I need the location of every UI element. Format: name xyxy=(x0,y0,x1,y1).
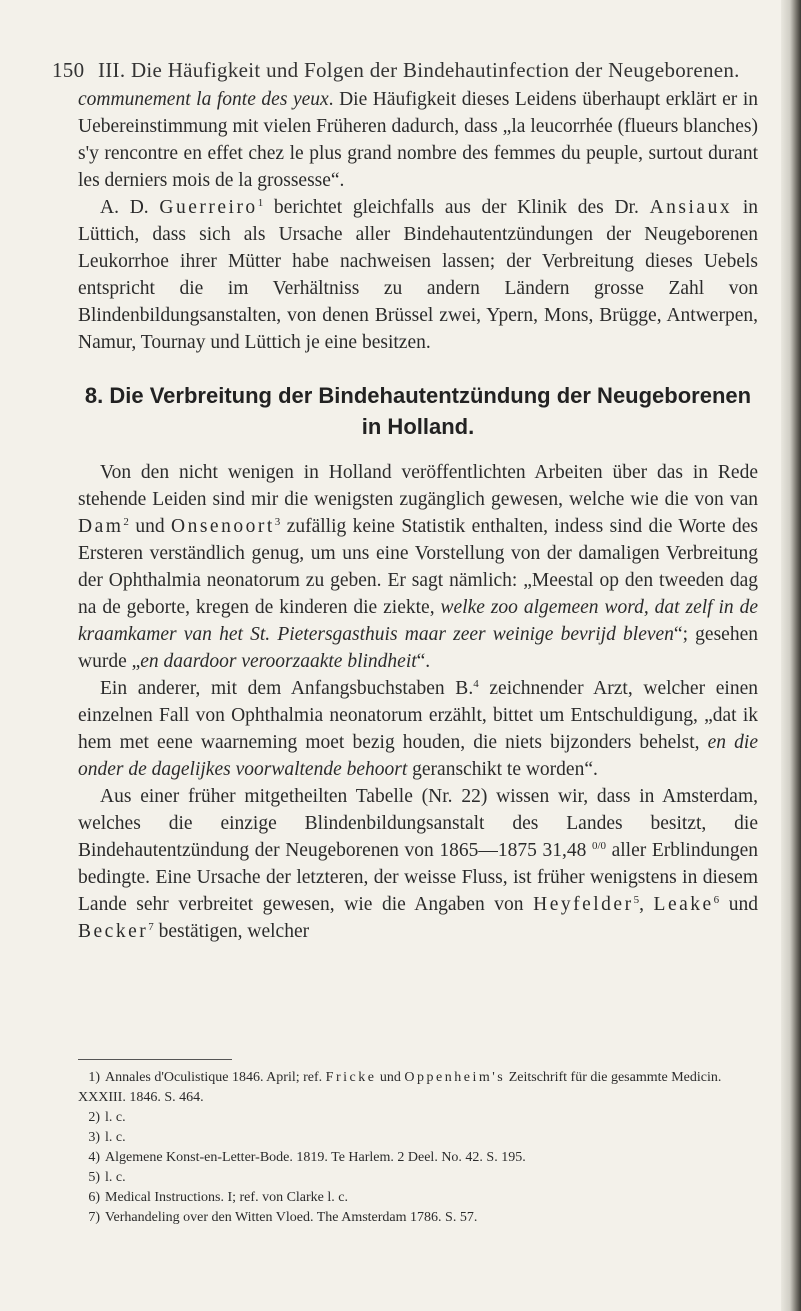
footnote-text: l. c. xyxy=(105,1170,126,1185)
author-guerreiro: Guerreiro xyxy=(159,197,258,218)
footnote-ref-6: 6 xyxy=(713,894,720,906)
footnote-7 xyxy=(78,1208,758,1228)
paragraph-2-text-c: in Lüttich, dass sich als Ursache aller Bindehautentzündungen der Neugeborenen Leukorrhoe ihrer Mütter habe nachweisen lassen; der Verbreitung dieses Uebels entspricht die im Verhältniss zu andern Ländern grosse Zahl von Blindenbildungsanstalten, von denen Brüssel zwei, Ypern, Mons, Brügge, Antwerpen, Namur, Tournay und Lüttich je eine besitzen. xyxy=(78,197,758,353)
paragraph-3-text-c: zufällig keine Statistik enthalten, indess sind die Worte des Ersteren verständlich genug, um uns eine Vorstellung von der damaligen Verbreitung der Ophthalmia neonatorum zu geben. Er sagt nämlich: „Meestal op den tweeden dag na de geborte, kregen de kinderen die ziekte, xyxy=(78,516,759,618)
footnote-1 xyxy=(78,1068,758,1108)
paragraph-5-text-b: aller Erblindungen bedingte. Eine Ursache der letzteren, der weisse Fluss, ist früher wenigstens in diesem Lande sehr verbreitet gewesen, wie die Angaben von xyxy=(78,840,758,915)
footnote-4 xyxy=(78,1148,758,1168)
author-becker: Becker xyxy=(78,921,149,942)
paragraph-2-text-b: berichtet gleichfalls aus der Klinik des Dr. xyxy=(263,197,650,218)
author-heyfelder: Heyfelder xyxy=(533,894,634,915)
running-title: III. Die Häufigkeit und Folgen der Bindehautinfection der Neugeborenen. xyxy=(97,58,740,82)
author-ansiaux: Ansiaux xyxy=(649,197,733,218)
footnote-divider xyxy=(78,1059,232,1060)
footnote-number: 7) xyxy=(88,1210,100,1225)
author-onsenoort: Onsenoort xyxy=(171,516,275,537)
dutch-quote-2: en daardoor veroorzaakte blindheit xyxy=(140,651,417,672)
footnote-number: 1) xyxy=(88,1070,100,1085)
footnotes xyxy=(78,1068,758,1228)
paragraph-3-text-a: Von den nicht wenigen in Holland veröffentlichten Arbeiten über das in Rede stehende Leiden sind mir die wenigsten zugänglich gewesen, welche wie die von van xyxy=(78,462,758,510)
paragraph-5-text-d: und xyxy=(719,894,759,915)
dutch-quote-3: en die onder de dagelijkes voorwaltende behoort xyxy=(78,732,758,780)
page-number: 150 xyxy=(52,58,85,82)
author-dam: Dam xyxy=(78,516,124,537)
footnote-ref-5: 5 xyxy=(633,894,640,906)
paragraph-2-text-a: A. D. xyxy=(100,197,160,218)
footnote-number: 4) xyxy=(88,1150,100,1165)
footnote-author: Fricke xyxy=(325,1070,377,1085)
footnote-3 xyxy=(78,1128,758,1148)
footnote-text: Algemene Konst-en-Letter-Bode. 1819. Te Harlem. 2 Deel. No. 42. S. 195. xyxy=(105,1150,526,1165)
footnote-number: 3) xyxy=(88,1130,100,1145)
paragraph-3 xyxy=(78,459,758,675)
paragraph-4 xyxy=(78,675,758,783)
body-text xyxy=(78,86,758,945)
footnote-ref-2: 2 xyxy=(123,516,129,528)
paragraph-1 xyxy=(78,86,758,194)
footnote-text: l. c. xyxy=(105,1110,126,1125)
paragraph-3-text-b: und xyxy=(128,516,172,537)
paragraph-3-text-d: “; gesehen wurde „ xyxy=(78,624,758,672)
paragraph-4-text-b: zeichnender Arzt, welcher einen einzelnen Fall von Ophthalmia neonatorum erzählt, bittet um Entschuldigung, „dat ik hem met eene waarneming moet bezig houden, die niets bijzonders behelst, xyxy=(78,678,758,753)
paragraph-5-text-e: bestätigen, welcher xyxy=(153,921,310,942)
footnote-ref-1: 1 xyxy=(257,197,264,209)
footnote-ref-3: 3 xyxy=(274,516,281,528)
section-heading: 8. Die Verbreitung der Bindehautentzündung der Neugeborenen in Holland. xyxy=(84,383,752,439)
author-leake: Leake xyxy=(653,894,714,915)
paragraph-3-text-e: “. xyxy=(416,651,431,672)
footnote-text: Zeitschrift für die gesammte Medicin. XXXIII. 1846. S. 464. xyxy=(78,1070,722,1105)
paragraph-5 xyxy=(78,783,758,945)
paragraph-2 xyxy=(78,194,758,356)
footnote-number: 5) xyxy=(88,1170,100,1185)
footnote-ref-7: 7 xyxy=(148,921,154,933)
footnote-text: Medical Instructions. I; ref. von Clarke l. c. xyxy=(105,1190,348,1205)
dutch-quote-1: welke zoo algemeen word, dat zelf in de kraamkamer van het St. Pietersgasthuis maar zeer weinige bevrijd bleven xyxy=(78,597,758,645)
paragraph-5-text-c: , xyxy=(639,894,654,915)
footnote-text: und xyxy=(376,1070,405,1085)
footnote-ref-4: 4 xyxy=(473,678,479,690)
paragraph-1-text: . Die Häufigkeit dieses Leidens überhaupt erklärt er in Uebereinstimmung mit vielen Früheren dadurch, dass „la leucorrhée (flueurs blanches) s'y rencontre en effet chez le plus grand nombre des femmes du peuple, surtout durant les derniers mois de la grossesse“. xyxy=(78,89,758,191)
paragraph-4-text-a: Ein anderer, mit dem Anfangsbuchstaben B. xyxy=(100,678,474,699)
footnote-2 xyxy=(78,1108,758,1128)
french-quote: communement la fonte des yeux xyxy=(78,89,329,110)
footnote-number: 2) xyxy=(88,1110,100,1125)
paragraph-5-text-a: Aus einer früher mitgetheilten Tabelle (Nr. 22) wissen wir, dass in Amsterdam, welches die einzige Blindenbildungsanstalt des Landes besitzt, die Bindehautentzündung der Neugeborenen von 1865—1875 31,48 xyxy=(78,786,758,861)
paragraph-4-text-c: geranschikt te worden“. xyxy=(407,759,598,780)
footnote-number: 6) xyxy=(88,1190,100,1205)
footnote-author: Oppenheim's xyxy=(404,1070,506,1085)
page-edge-shadow xyxy=(781,0,801,1311)
footnote-6 xyxy=(78,1188,758,1208)
running-header xyxy=(52,58,752,83)
footnote-text: Verhandeling over den Witten Vloed. The Amsterdam 1786. S. 57. xyxy=(105,1210,478,1225)
footnote-text: Annales d'Oculistique 1846. April; ref. xyxy=(105,1070,326,1085)
percent-sign: 0/0 xyxy=(591,840,606,852)
footnote-5 xyxy=(78,1168,758,1188)
footnote-text: l. c. xyxy=(105,1130,126,1145)
